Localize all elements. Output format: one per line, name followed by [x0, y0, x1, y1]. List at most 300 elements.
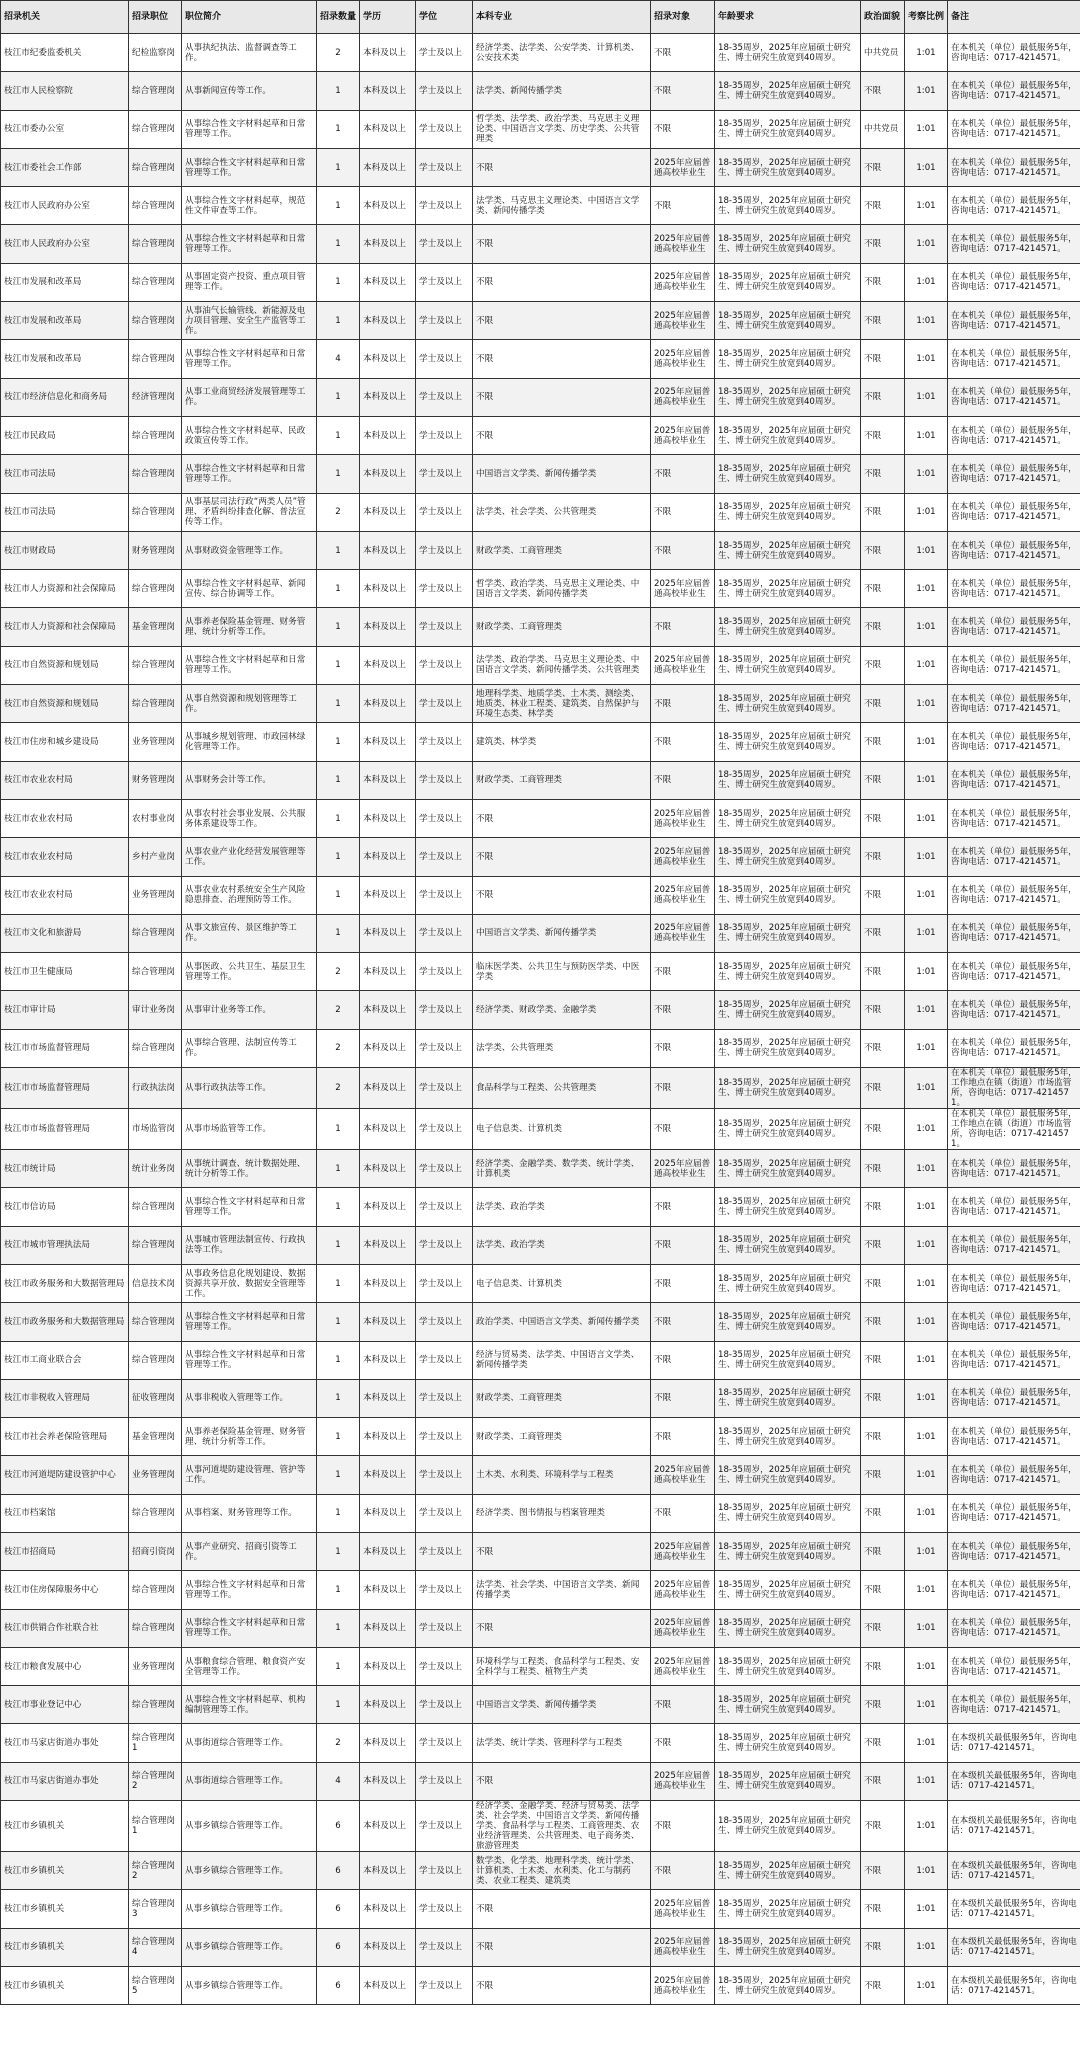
remarks-cell: 在本机关（单位）最低服务5年，咨询电话：0717-4214571。 — [948, 416, 1080, 454]
agency-cell: 枝江市事业登记中心 — [1, 1686, 129, 1724]
remarks-cell: 在本机关（单位）最低服务5年，咨询电话：0717-4214571。 — [948, 799, 1080, 837]
political-cell: 不限 — [861, 302, 905, 340]
quota-cell: 1 — [317, 876, 360, 914]
target-cell: 2025年应届普通高校毕业生 — [651, 1150, 715, 1188]
education-cell: 本科及以上 — [360, 953, 416, 991]
agency-cell: 枝江市马家店街道办事处 — [1, 1762, 129, 1800]
quota-cell: 1 — [317, 1647, 360, 1685]
table-row — [1, 1928, 1080, 1966]
agency-cell: 枝江市发展和改革局 — [1, 302, 129, 340]
major-cell: 不限 — [473, 340, 651, 378]
age-cell: 18-35周岁，2025年应届硕士研究生、博士研究生放宽到40周岁。 — [715, 608, 861, 646]
agency-cell: 枝江市河道堤防建设管护中心 — [1, 1456, 129, 1494]
ratio-cell: 1:01 — [905, 1762, 948, 1800]
table-row — [1, 1068, 1080, 1109]
agency-cell: 枝江市社会养老保险管理局 — [1, 1418, 129, 1456]
agency-cell: 枝江市政务服务和大数据管理局 — [1, 1303, 129, 1341]
remarks-cell: 在本机关（单位）最低服务5年，咨询电话：0717-4214571。 — [948, 455, 1080, 493]
table-row — [1, 1571, 1080, 1609]
quota-cell: 1 — [317, 1532, 360, 1570]
target-cell: 不限 — [651, 1341, 715, 1379]
target-cell: 不限 — [651, 34, 715, 72]
description-cell: 从事综合性文字材料起草和日常管理等工作。 — [182, 1571, 317, 1609]
political-cell: 不限 — [861, 1418, 905, 1456]
agency-cell: 枝江市卫生健康局 — [1, 953, 129, 991]
description-cell: 从事养老保险基金管理、财务管理、统计分析等工作。 — [182, 608, 317, 646]
table-row — [1, 1264, 1080, 1302]
target-cell: 2025年应届普通高校毕业生 — [651, 646, 715, 684]
education-cell: 本科及以上 — [360, 110, 416, 148]
age-cell: 18-35周岁，2025年应届硕士研究生、博士研究生放宽到40周岁。 — [715, 148, 861, 186]
degree-cell: 学士及以上 — [416, 608, 473, 646]
agency-cell: 枝江市发展和改革局 — [1, 263, 129, 301]
ratio-cell: 1:01 — [905, 1609, 948, 1647]
agency-cell: 枝江市农业农村局 — [1, 799, 129, 837]
description-cell: 从事综合性文字材料起草和日常管理等工作。 — [182, 1341, 317, 1379]
political-cell: 不限 — [861, 1762, 905, 1800]
age-cell: 18-35周岁，2025年应届硕士研究生、博士研究生放宽到40周岁。 — [715, 1264, 861, 1302]
age-cell: 18-35周岁，2025年应届硕士研究生、博士研究生放宽到40周岁。 — [715, 761, 861, 799]
description-cell: 从事综合性文字材料起草、民政政策宣传等工作。 — [182, 416, 317, 454]
remarks-cell: 在本机关（单位）最低服务5年，咨询电话：0717-4214571。 — [948, 1029, 1080, 1067]
degree-cell: 学士及以上 — [416, 1494, 473, 1532]
target-cell: 不限 — [651, 1029, 715, 1067]
age-cell: 18-35周岁，2025年应届硕士研究生、博士研究生放宽到40周岁。 — [715, 646, 861, 684]
degree-cell: 学士及以上 — [416, 263, 473, 301]
description-cell: 从事综合性文字材料起草和日常管理等工作。 — [182, 455, 317, 493]
political-cell: 不限 — [861, 646, 905, 684]
description-cell: 从事综合性文字材料起草和日常管理等工作。 — [182, 1303, 317, 1341]
degree-cell: 学士及以上 — [416, 838, 473, 876]
education-cell: 本科及以上 — [360, 1379, 416, 1417]
quota-cell: 1 — [317, 799, 360, 837]
age-cell: 18-35周岁，2025年应届硕士研究生、博士研究生放宽到40周岁。 — [715, 1762, 861, 1800]
age-cell: 18-35周岁，2025年应届硕士研究生、博士研究生放宽到40周岁。 — [715, 914, 861, 952]
political-cell: 不限 — [861, 799, 905, 837]
quota-cell: 2 — [317, 991, 360, 1029]
political-cell: 不限 — [861, 991, 905, 1029]
quota-cell: 2 — [317, 1029, 360, 1067]
ratio-cell: 1:01 — [905, 148, 948, 186]
description-cell: 从事河道堤防建设管理、管护等工作。 — [182, 1456, 317, 1494]
age-cell: 18-35周岁，2025年应届硕士研究生、博士研究生放宽到40周岁。 — [715, 340, 861, 378]
description-cell: 从事自然资源和规划管理等工作。 — [182, 685, 317, 723]
col-header-ratio: 考察比例 — [905, 1, 948, 34]
major-cell: 法学类、社会学类、中国语言文学类、新闻传播学类 — [473, 1571, 651, 1609]
target-cell: 2025年应届普通高校毕业生 — [651, 838, 715, 876]
target-cell: 不限 — [651, 72, 715, 110]
description-cell: 从事农村社会事业发展、公共服务体系建设等工作。 — [182, 799, 317, 837]
education-cell: 本科及以上 — [360, 148, 416, 186]
agency-cell: 枝江市档案馆 — [1, 1494, 129, 1532]
description-cell: 从事油气长输管线、新能源及电力项目管理、安全生产监管等工作。 — [182, 302, 317, 340]
quota-cell: 1 — [317, 1609, 360, 1647]
remarks-cell: 在本机关（单位）最低服务5年，咨询电话：0717-4214571。 — [948, 531, 1080, 569]
ratio-cell: 1:01 — [905, 416, 948, 454]
target-cell: 2025年应届普通高校毕业生 — [651, 378, 715, 416]
position-cell: 综合管理岗4 — [129, 1928, 182, 1966]
position-cell: 综合管理岗 — [129, 1609, 182, 1647]
description-cell: 从事乡镇综合管理等工作。 — [182, 1928, 317, 1966]
political-cell: 不限 — [861, 1852, 905, 1890]
agency-cell: 枝江市乡镇机关 — [1, 1801, 129, 1852]
ratio-cell: 1:01 — [905, 1068, 948, 1109]
position-cell: 综合管理岗 — [129, 110, 182, 148]
remarks-cell: 在本级机关最低服务5年，咨询电话：0717-4214571。 — [948, 1762, 1080, 1800]
age-cell: 18-35周岁，2025年应届硕士研究生、博士研究生放宽到40周岁。 — [715, 799, 861, 837]
position-cell: 综合管理岗 — [129, 340, 182, 378]
description-cell: 从事综合性文字材料起草和日常管理等工作。 — [182, 340, 317, 378]
quota-cell: 1 — [317, 1456, 360, 1494]
quota-cell: 1 — [317, 1264, 360, 1302]
table-row — [1, 1686, 1080, 1724]
education-cell: 本科及以上 — [360, 72, 416, 110]
position-cell: 统计业务岗 — [129, 1150, 182, 1188]
quota-cell: 1 — [317, 187, 360, 225]
table-row — [1, 1494, 1080, 1532]
major-cell: 临床医学类、公共卫生与预防医学类、中医学类 — [473, 953, 651, 991]
position-cell: 综合管理岗 — [129, 1571, 182, 1609]
political-cell: 不限 — [861, 1109, 905, 1150]
position-cell: 业务管理岗 — [129, 1647, 182, 1685]
position-cell: 财务管理岗 — [129, 761, 182, 799]
quota-cell: 1 — [317, 685, 360, 723]
age-cell: 18-35周岁，2025年应届硕士研究生、博士研究生放宽到40周岁。 — [715, 455, 861, 493]
ratio-cell: 1:01 — [905, 187, 948, 225]
table-row — [1, 1379, 1080, 1417]
position-cell: 综合管理岗 — [129, 1029, 182, 1067]
target-cell: 不限 — [651, 723, 715, 761]
education-cell: 本科及以上 — [360, 1532, 416, 1570]
position-cell: 综合管理岗 — [129, 570, 182, 608]
description-cell: 从事农业产业化经营发展管理等工作。 — [182, 838, 317, 876]
position-cell: 综合管理岗 — [129, 263, 182, 301]
age-cell: 18-35周岁，2025年应届硕士研究生、博士研究生放宽到40周岁。 — [715, 1109, 861, 1150]
table-row — [1, 1226, 1080, 1264]
remarks-cell: 在本机关（单位）最低服务5年，咨询电话：0717-4214571。 — [948, 1647, 1080, 1685]
quota-cell: 4 — [317, 1762, 360, 1800]
degree-cell: 学士及以上 — [416, 455, 473, 493]
ratio-cell: 1:01 — [905, 646, 948, 684]
table-row — [1, 1150, 1080, 1188]
political-cell: 不限 — [861, 761, 905, 799]
table-row — [1, 1762, 1080, 1800]
target-cell: 不限 — [651, 1303, 715, 1341]
target-cell: 不限 — [651, 761, 715, 799]
degree-cell: 学士及以上 — [416, 1609, 473, 1647]
degree-cell: 学士及以上 — [416, 1226, 473, 1264]
target-cell: 2025年应届普通高校毕业生 — [651, 148, 715, 186]
ratio-cell: 1:01 — [905, 225, 948, 263]
education-cell: 本科及以上 — [360, 1852, 416, 1890]
agency-cell: 枝江市乡镇机关 — [1, 1928, 129, 1966]
target-cell: 2025年应届普通高校毕业生 — [651, 1928, 715, 1966]
education-cell: 本科及以上 — [360, 1341, 416, 1379]
degree-cell: 学士及以上 — [416, 1303, 473, 1341]
description-cell: 从事综合性文字材料起草和日常管理等工作。 — [182, 148, 317, 186]
age-cell: 18-35周岁，2025年应届硕士研究生、博士研究生放宽到40周岁。 — [715, 1801, 861, 1852]
degree-cell: 学士及以上 — [416, 34, 473, 72]
remarks-cell: 在本机关（单位）最低服务5年，咨询电话：0717-4214571。 — [948, 1264, 1080, 1302]
age-cell: 18-35周岁，2025年应届硕士研究生、博士研究生放宽到40周岁。 — [715, 1341, 861, 1379]
education-cell: 本科及以上 — [360, 34, 416, 72]
education-cell: 本科及以上 — [360, 187, 416, 225]
education-cell: 本科及以上 — [360, 761, 416, 799]
major-cell: 不限 — [473, 1928, 651, 1966]
age-cell: 18-35周岁，2025年应届硕士研究生、博士研究生放宽到40周岁。 — [715, 1609, 861, 1647]
table-row — [1, 455, 1080, 493]
political-cell: 不限 — [861, 1724, 905, 1762]
education-cell: 本科及以上 — [360, 1724, 416, 1762]
major-cell: 不限 — [473, 302, 651, 340]
degree-cell: 学士及以上 — [416, 416, 473, 454]
table-row — [1, 799, 1080, 837]
major-cell: 法学类、政治学类、马克思主义理论类、中国语言文学类、新闻传播学类、公共管理类 — [473, 646, 651, 684]
agency-cell: 枝江市文化和旅游局 — [1, 914, 129, 952]
description-cell: 从事农业农村系统安全生产风险隐患排查、治理预防等工作。 — [182, 876, 317, 914]
col-header-position: 招录职位 — [129, 1, 182, 34]
education-cell: 本科及以上 — [360, 225, 416, 263]
age-cell: 18-35周岁，2025年应届硕士研究生、博士研究生放宽到40周岁。 — [715, 1928, 861, 1966]
position-cell: 综合管理岗5 — [129, 1966, 182, 2004]
degree-cell: 学士及以上 — [416, 1890, 473, 1928]
age-cell: 18-35周岁，2025年应届硕士研究生、博士研究生放宽到40周岁。 — [715, 1966, 861, 2004]
quota-cell: 1 — [317, 1418, 360, 1456]
agency-cell: 枝江市司法局 — [1, 455, 129, 493]
quota-cell: 2 — [317, 1724, 360, 1762]
degree-cell: 学士及以上 — [416, 761, 473, 799]
education-cell: 本科及以上 — [360, 1494, 416, 1532]
quota-cell: 6 — [317, 1928, 360, 1966]
education-cell: 本科及以上 — [360, 340, 416, 378]
description-cell: 从事非税收入管理等工作。 — [182, 1379, 317, 1417]
education-cell: 本科及以上 — [360, 378, 416, 416]
education-cell: 本科及以上 — [360, 1928, 416, 1966]
table-row — [1, 685, 1080, 723]
ratio-cell: 1:01 — [905, 1303, 948, 1341]
major-cell: 不限 — [473, 1890, 651, 1928]
major-cell: 不限 — [473, 838, 651, 876]
target-cell: 不限 — [651, 608, 715, 646]
age-cell: 18-35周岁，2025年应届硕士研究生、博士研究生放宽到40周岁。 — [715, 1571, 861, 1609]
major-cell: 建筑类、林学类 — [473, 723, 651, 761]
degree-cell: 学士及以上 — [416, 1029, 473, 1067]
target-cell: 2025年应届普通高校毕业生 — [651, 1456, 715, 1494]
remarks-cell: 在本机关（单位）最低服务5年，咨询电话：0717-4214571。 — [948, 1686, 1080, 1724]
remarks-cell: 在本机关（单位）最低服务5年，咨询电话：0717-4214571。 — [948, 340, 1080, 378]
political-cell: 不限 — [861, 493, 905, 531]
target-cell: 2025年应届普通高校毕业生 — [651, 1762, 715, 1800]
table-row — [1, 340, 1080, 378]
political-cell: 不限 — [861, 1264, 905, 1302]
degree-cell: 学士及以上 — [416, 570, 473, 608]
position-cell: 经济管理岗 — [129, 378, 182, 416]
table-row — [1, 416, 1080, 454]
quota-cell: 1 — [317, 1686, 360, 1724]
description-cell: 从事综合性文字材料起草和日常管理等工作。 — [182, 1609, 317, 1647]
major-cell: 财政学类、工商管理类 — [473, 531, 651, 569]
position-cell: 综合管理岗 — [129, 72, 182, 110]
education-cell: 本科及以上 — [360, 1890, 416, 1928]
remarks-cell: 在本机关（单位）最低服务5年，咨询电话：0717-4214571。 — [948, 1609, 1080, 1647]
degree-cell: 学士及以上 — [416, 1341, 473, 1379]
quota-cell: 1 — [317, 761, 360, 799]
political-cell: 不限 — [861, 1890, 905, 1928]
position-cell: 基金管理岗 — [129, 608, 182, 646]
table-row — [1, 761, 1080, 799]
agency-cell: 枝江市司法局 — [1, 493, 129, 531]
ratio-cell: 1:01 — [905, 302, 948, 340]
agency-cell: 枝江市经济信息化和商务局 — [1, 378, 129, 416]
political-cell: 不限 — [861, 187, 905, 225]
political-cell: 不限 — [861, 1647, 905, 1685]
degree-cell: 学士及以上 — [416, 1571, 473, 1609]
target-cell: 2025年应届普通高校毕业生 — [651, 340, 715, 378]
remarks-cell: 在本机关（单位）最低服务5年，咨询电话：0717-4214571。 — [948, 1150, 1080, 1188]
major-cell: 不限 — [473, 263, 651, 301]
target-cell: 2025年应届普通高校毕业生 — [651, 914, 715, 952]
ratio-cell: 1:01 — [905, 1188, 948, 1226]
education-cell: 本科及以上 — [360, 1762, 416, 1800]
major-cell: 数学类、化学类、地理科学类、统计学类、计算机类、土木类、水利类、化工与制药类、农业工程类、建筑类 — [473, 1852, 651, 1890]
table-row — [1, 876, 1080, 914]
description-cell: 从事乡镇综合管理等工作。 — [182, 1890, 317, 1928]
remarks-cell: 在本机关（单位）最低服务5年，咨询电话：0717-4214571。 — [948, 1532, 1080, 1570]
education-cell: 本科及以上 — [360, 914, 416, 952]
quota-cell: 1 — [317, 531, 360, 569]
ratio-cell: 1:01 — [905, 1647, 948, 1685]
target-cell: 不限 — [651, 1801, 715, 1852]
remarks-cell: 在本机关（单位）最低服务5年，咨询电话：0717-4214571。 — [948, 723, 1080, 761]
description-cell: 从事固定资产投资、重点项目管理等工作。 — [182, 263, 317, 301]
quota-cell: 1 — [317, 1150, 360, 1188]
quota-cell: 1 — [317, 1571, 360, 1609]
description-cell: 从事统计调查、统计数据处理、统计分析等工作。 — [182, 1150, 317, 1188]
major-cell: 中国语言文学类、新闻传播学类 — [473, 914, 651, 952]
position-cell: 综合管理岗1 — [129, 1801, 182, 1852]
education-cell: 本科及以上 — [360, 493, 416, 531]
major-cell: 法学类、社会学类、公共管理类 — [473, 493, 651, 531]
education-cell: 本科及以上 — [360, 1571, 416, 1609]
table-row — [1, 1801, 1080, 1852]
education-cell: 本科及以上 — [360, 1456, 416, 1494]
ratio-cell: 1:01 — [905, 838, 948, 876]
remarks-cell: 在本机关（单位）最低服务5年，咨询电话：0717-4214571。 — [948, 608, 1080, 646]
position-cell: 市场监管岗 — [129, 1109, 182, 1150]
ratio-cell: 1:01 — [905, 1571, 948, 1609]
quota-cell: 1 — [317, 378, 360, 416]
description-cell: 从事综合性文字材料起草和日常管理等工作。 — [182, 646, 317, 684]
ratio-cell: 1:01 — [905, 1686, 948, 1724]
ratio-cell: 1:01 — [905, 1928, 948, 1966]
agency-cell: 枝江市人民政府办公室 — [1, 187, 129, 225]
degree-cell: 学士及以上 — [416, 340, 473, 378]
education-cell: 本科及以上 — [360, 1029, 416, 1067]
political-cell: 不限 — [861, 1571, 905, 1609]
remarks-cell: 在本机关（单位）最低服务5年，咨询电话：0717-4214571。 — [948, 378, 1080, 416]
table-row — [1, 531, 1080, 569]
ratio-cell: 1:01 — [905, 685, 948, 723]
political-cell: 不限 — [861, 876, 905, 914]
education-cell: 本科及以上 — [360, 685, 416, 723]
education-cell: 本科及以上 — [360, 838, 416, 876]
quota-cell: 1 — [317, 1494, 360, 1532]
age-cell: 18-35周岁，2025年应届硕士研究生、博士研究生放宽到40周岁。 — [715, 72, 861, 110]
quota-cell: 2 — [317, 34, 360, 72]
agency-cell: 枝江市民政局 — [1, 416, 129, 454]
position-cell: 综合管理岗 — [129, 685, 182, 723]
agency-cell: 枝江市政务服务和大数据管理局 — [1, 1264, 129, 1302]
remarks-cell: 在本机关（单位）最低服务5年，咨询电话：0717-4214571。 — [948, 302, 1080, 340]
description-cell: 从事医政、公共卫生、基层卫生管理等工作。 — [182, 953, 317, 991]
remarks-cell: 在本级机关最低服务5年，咨询电话：0717-4214571。 — [948, 1966, 1080, 2004]
degree-cell: 学士及以上 — [416, 953, 473, 991]
political-cell: 不限 — [861, 416, 905, 454]
quota-cell: 1 — [317, 723, 360, 761]
major-cell: 法学类、新闻传播学类 — [473, 72, 651, 110]
age-cell: 18-35周岁，2025年应届硕士研究生、博士研究生放宽到40周岁。 — [715, 1686, 861, 1724]
agency-cell: 枝江市粮食发展中心 — [1, 1647, 129, 1685]
ratio-cell: 1:01 — [905, 110, 948, 148]
age-cell: 18-35周岁，2025年应届硕士研究生、博士研究生放宽到40周岁。 — [715, 1494, 861, 1532]
remarks-cell: 在本机关（单位）最低服务5年，咨询电话：0717-4214571。 — [948, 493, 1080, 531]
degree-cell: 学士及以上 — [416, 914, 473, 952]
degree-cell: 学士及以上 — [416, 799, 473, 837]
political-cell: 不限 — [861, 723, 905, 761]
agency-cell: 枝江市住房和城乡建设局 — [1, 723, 129, 761]
target-cell: 不限 — [651, 1494, 715, 1532]
political-cell: 不限 — [861, 531, 905, 569]
ratio-cell: 1:01 — [905, 1724, 948, 1762]
remarks-cell: 在本级机关最低服务5年，咨询电话：0717-4214571。 — [948, 1852, 1080, 1890]
description-cell: 从事审计业务等工作。 — [182, 991, 317, 1029]
target-cell: 2025年应届普通高校毕业生 — [651, 799, 715, 837]
education-cell: 本科及以上 — [360, 646, 416, 684]
political-cell: 不限 — [861, 608, 905, 646]
major-cell: 不限 — [473, 1609, 651, 1647]
target-cell: 2025年应届普通高校毕业生 — [651, 1890, 715, 1928]
target-cell: 不限 — [651, 493, 715, 531]
political-cell: 不限 — [861, 455, 905, 493]
political-cell: 不限 — [861, 838, 905, 876]
table-row — [1, 1188, 1080, 1226]
description-cell: 从事综合性文字材料起草和日常管理等工作。 — [182, 110, 317, 148]
ratio-cell: 1:01 — [905, 1852, 948, 1890]
quota-cell: 2 — [317, 953, 360, 991]
quota-cell: 1 — [317, 838, 360, 876]
position-cell: 行政执法岗 — [129, 1068, 182, 1109]
major-cell: 财政学类、工商管理类 — [473, 1379, 651, 1417]
degree-cell: 学士及以上 — [416, 1966, 473, 2004]
agency-cell: 枝江市委办公室 — [1, 110, 129, 148]
position-cell: 综合管理岗 — [129, 493, 182, 531]
agency-cell: 枝江市纪委监委机关 — [1, 34, 129, 72]
degree-cell: 学士及以上 — [416, 1264, 473, 1302]
major-cell: 土木类、水利类、环境科学与工程类 — [473, 1456, 651, 1494]
target-cell: 不限 — [651, 1724, 715, 1762]
agency-cell: 枝江市乡镇机关 — [1, 1890, 129, 1928]
remarks-cell: 在本机关（单位）最低服务5年，咨询电话：0717-4214571。 — [948, 1226, 1080, 1264]
target-cell: 不限 — [651, 1686, 715, 1724]
political-cell: 不限 — [861, 1928, 905, 1966]
degree-cell: 学士及以上 — [416, 1724, 473, 1762]
ratio-cell: 1:01 — [905, 1226, 948, 1264]
degree-cell: 学士及以上 — [416, 1109, 473, 1150]
agency-cell: 枝江市市场监督管理局 — [1, 1068, 129, 1109]
remarks-cell: 在本机关（单位）最低服务5年，咨询电话：0717-4214571。 — [948, 1341, 1080, 1379]
political-cell: 不限 — [861, 914, 905, 952]
degree-cell: 学士及以上 — [416, 148, 473, 186]
